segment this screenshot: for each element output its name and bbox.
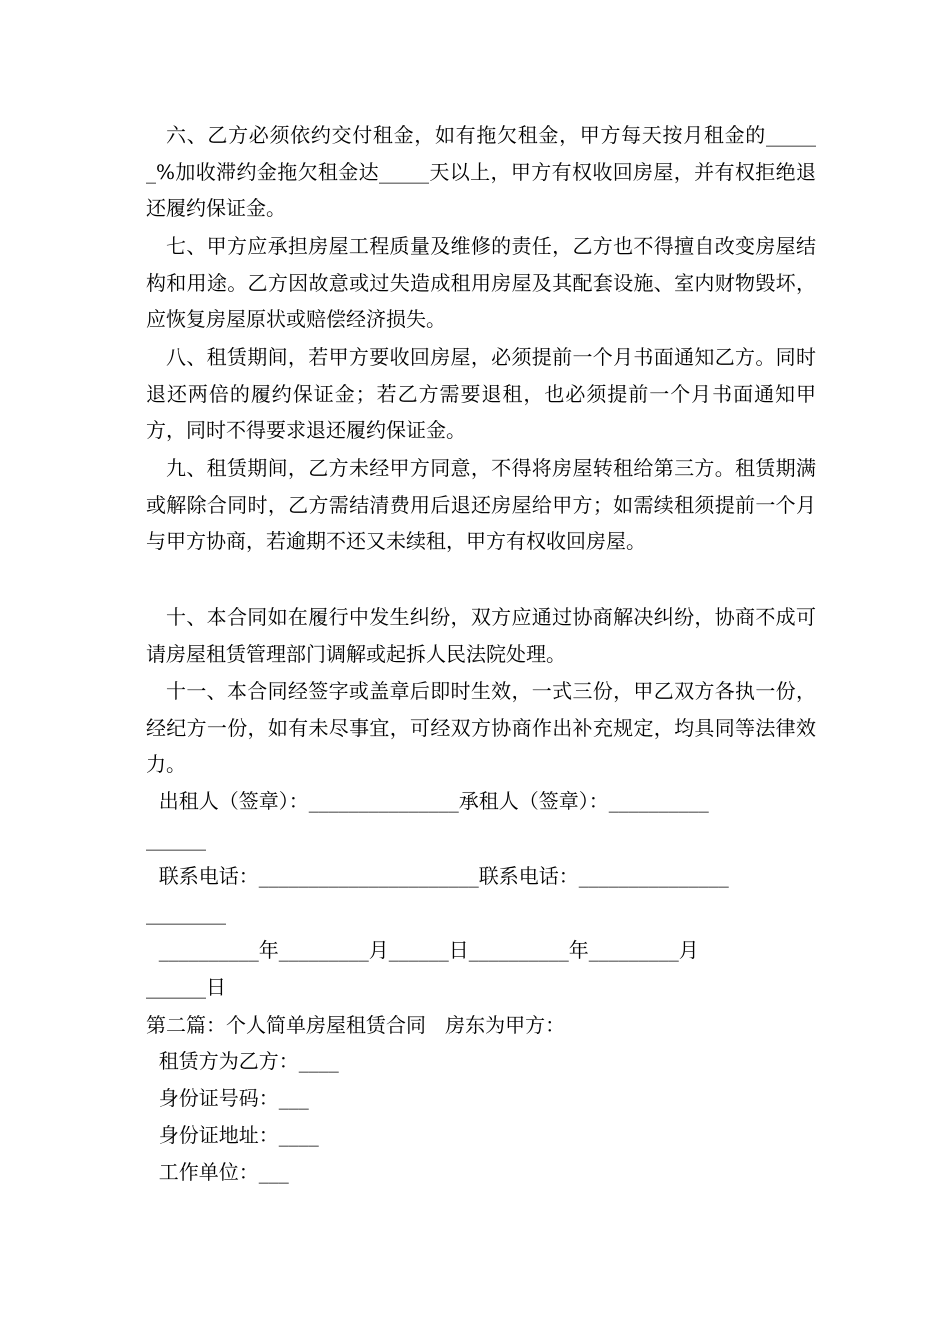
signature-line-continued: ______: [146, 827, 206, 851]
signature-line: 出租人（签章）：_______________承租人（签章）：__________: [146, 789, 709, 813]
date-line-continued: ______日: [146, 975, 226, 999]
clause-8: 八、租赁期间，若甲方要收回房屋，必须提前一个月书面通知乙方。同时退还两倍的履约保证金；若乙方需要退租，也必须提前一个月书面通知甲方，同时不得要求退还履约保证金。: [146, 345, 816, 443]
id-address-field: 身份证地址：____: [146, 1123, 319, 1147]
id-number-field: 身份证号码：___: [146, 1086, 309, 1110]
date-line: __________年_________月______日__________年_________月: [146, 938, 699, 962]
lessee-field: 租赁方为乙方：____: [146, 1049, 339, 1073]
phone-line: 联系电话：______________________联系电话：_______________: [146, 864, 729, 888]
phone-line-continued: ________: [146, 901, 226, 925]
work-unit-field: 工作单位：___: [146, 1160, 289, 1184]
clause-11: 十一、本合同经签字或盖章后即时生效，一式三份，甲乙双方各执一份，经纪方一份，如有未尽事宜，可经双方协商作出补充规定，均具同等法律效力。: [146, 679, 816, 777]
part2-heading: 第二篇：个人简单房屋租赁合同 房东为甲方：: [146, 1013, 566, 1037]
clause-6: 六、乙方必须依约交付租金，如有拖欠租金，甲方每天按月租金的______%加收滞约金拖欠租金达_____天以上，甲方有权收回房屋，并有权拒绝退还履约保证金。: [146, 123, 816, 221]
clause-9: 九、租赁期间，乙方未经甲方同意，不得将房屋转租给第三方。租赁期满或解除合同时，乙方需结清费用后退还房屋给甲方；如需续租须提前一个月与甲方协商，若逾期不还又未续租，甲方有权收回房屋。: [146, 456, 816, 554]
clause-7: 七、甲方应承担房屋工程质量及维修的责任，乙方也不得擅自改变房屋结构和用途。乙方因故意或过失造成租用房屋及其配套设施、室内财物毁坏，应恢复房屋原状或赔偿经济损失。: [146, 234, 816, 332]
clause-10: 十、本合同如在履行中发生纠纷，双方应通过协商解决纠纷，协商不成可请房屋租赁管理部门调解或起拆人民法院处理。: [146, 605, 816, 666]
